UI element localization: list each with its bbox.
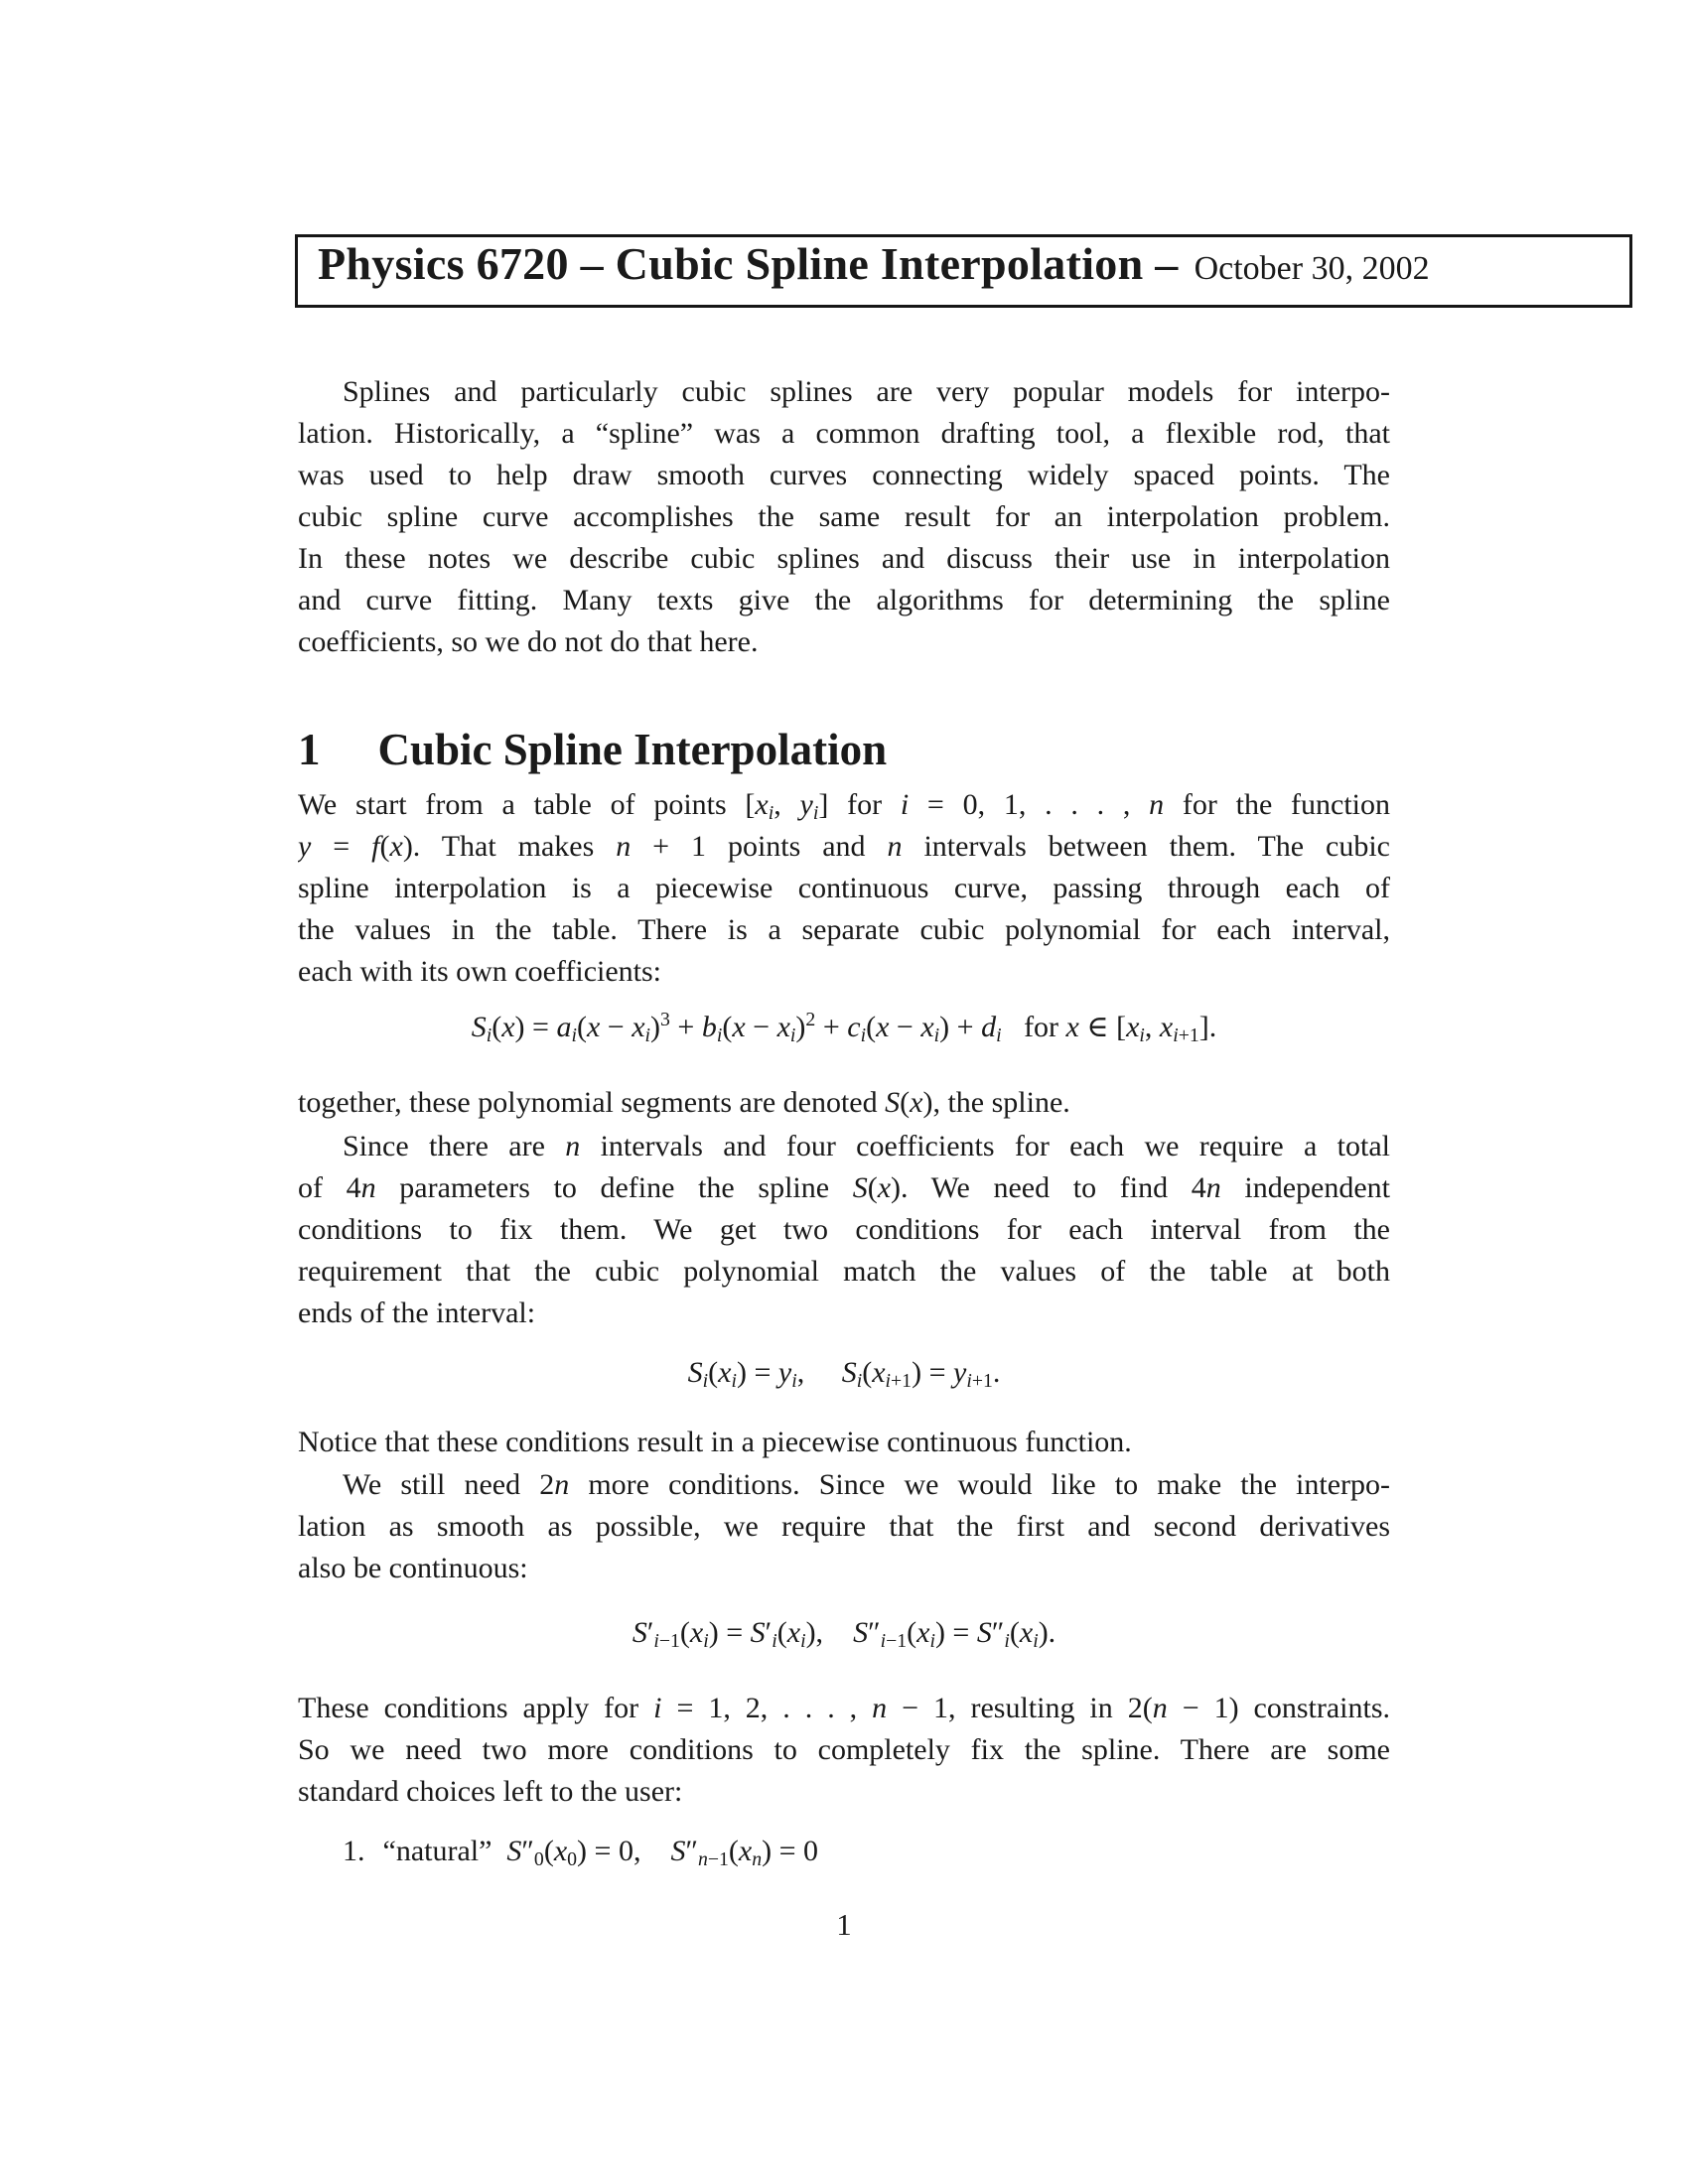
- paragraph-line: each with its own coefficients:: [298, 955, 662, 988]
- paragraph-line: We still need 2n more conditions. Since we would like to make the interpo-: [343, 1468, 1390, 1501]
- list-item-text: “natural” $S''_0(x_0) = 0$, $S''_{n-1}(x_n) = 0$: [382, 1835, 819, 1870]
- paragraph-line: and curve fitting. Many texts give the algorithms for determining the spline: [298, 584, 1390, 616]
- paragraph-line: together, these polynomial segments are denoted S(x), the spline.: [298, 1086, 1070, 1119]
- paragraph-line: of 4n parameters to define the spline S(x). We need to find 4n independent: [298, 1171, 1390, 1204]
- paragraph-notice: [298, 1422, 1390, 1463]
- section-title: Cubic Spline Interpolation: [377, 725, 888, 774]
- title-date: October 30, 2002: [1194, 250, 1430, 287]
- paragraph-line: lation as smooth as possible, we require that the first and second derivatives: [298, 1510, 1390, 1543]
- paragraph-line: coefficients, so we do not do that here.: [298, 625, 759, 658]
- course-title: Physics 6720 – Cubic Spline Interpolation –: [318, 238, 1179, 289]
- page-number: 1: [836, 1907, 852, 1942]
- paragraph-line: cubic spline curve accomplishes the same result for an interpolation problem.: [298, 500, 1390, 533]
- paragraph-line: In these notes we describe cubic splines and discuss their use in interpolation: [298, 542, 1390, 575]
- list-item-marker: 1.: [343, 1835, 365, 1867]
- intro-paragraph: [298, 371, 1390, 663]
- paragraph-line: y = f(x). That makes n + 1 points and n intervals between them. The cubic: [298, 830, 1390, 863]
- paragraph-line: Splines and particularly cubic splines are very popular models for interpo-: [343, 375, 1390, 408]
- list-item-natural: [343, 1831, 1390, 1872]
- paragraph-counting-conditions: [298, 1126, 1390, 1334]
- paragraph-table-of-points: [298, 784, 1390, 993]
- paragraph-apply-conditions: [298, 1688, 1390, 1813]
- paragraph-line: ends of the interval:: [298, 1297, 536, 1329]
- paragraph-together: [298, 1082, 1390, 1124]
- paragraph-line: Notice that these conditions result in a piecewise continuous function.: [298, 1426, 1132, 1458]
- paragraph-line: spline interpolation is a piecewise continuous curve, passing through each of: [298, 872, 1390, 904]
- paragraph-line: lation. Historically, a “spline” was a common drafting tool, a flexible rod, that: [298, 417, 1390, 450]
- equation-endpoint-match: $S_i(x_i) = y_i$, $S_i(x_{i+1}) = y_{i+1}$.: [687, 1356, 1001, 1392]
- paragraph-line: Since there are n intervals and four coefficients for each we require a total: [343, 1130, 1390, 1162]
- paragraph-line: requirement that the cubic polynomial match the values of the table at both: [298, 1255, 1390, 1288]
- section-number: 1: [298, 725, 321, 774]
- paragraph-smoothness: [298, 1464, 1390, 1589]
- title-box: [295, 234, 1632, 308]
- paragraph-line: also be continuous:: [298, 1552, 528, 1584]
- paragraph-line: So we need two more conditions to completely fix the spline. There are some: [298, 1733, 1390, 1766]
- section-heading: [298, 723, 887, 776]
- paragraph-line: We start from a table of points [$x_i$, $y_i$] for i = 0, 1, . . . , n for the function: [298, 788, 1390, 824]
- paragraph-line: was used to help draw smooth curves connecting widely spaced points. The: [298, 459, 1390, 491]
- paragraph-line: These conditions apply for i = 1, 2, . . . , n − 1, resulting in 2(n − 1) constraints.: [298, 1692, 1390, 1724]
- paragraph-line: conditions to fix them. We get two conditions for each interval from the: [298, 1213, 1390, 1246]
- paragraph-line: the values in the table. There is a separate cubic polynomial for each interval,: [298, 913, 1390, 946]
- equation-spline-polynomial: $S_i(x) = a_i(x - x_i)^3 + b_i(x - x_i)^2 + c_i(x - x_i) + d_i$ for x ∈ [$x_i$, $x_{i+1}$].: [471, 1009, 1217, 1046]
- equation-derivative-continuity: $S'_{i-1}(x_i) = S'_i(x_i)$, $S''_{i-1}(x_i) = S''_i(x_i)$.: [632, 1616, 1056, 1652]
- paragraph-line: standard choices left to the user:: [298, 1775, 683, 1808]
